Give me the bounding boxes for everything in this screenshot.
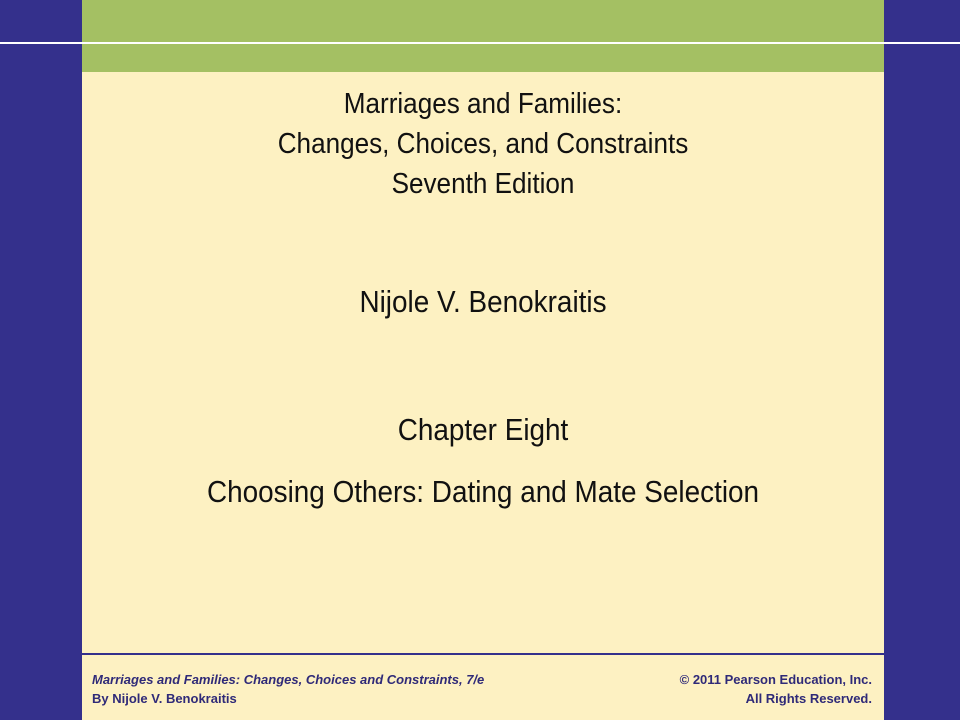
book-title	[122, 84, 844, 204]
header-band	[82, 0, 884, 72]
left-border	[0, 0, 82, 720]
footer-book-title: Marriages and Families: Changes, Choices and Constraints, 7/e	[92, 672, 485, 687]
footer-copyright: © 2011 Pearson Education, Inc.	[679, 672, 872, 687]
footer-right	[572, 670, 872, 708]
chapter-number: Chapter Eight	[397, 412, 569, 447]
right-border	[884, 0, 960, 720]
author-name: Nijole V. Benokraitis	[359, 284, 607, 319]
slide-footer	[82, 653, 884, 720]
footer-rights: All Rights Reserved.	[745, 691, 872, 706]
chapter-title: Choosing Others: Dating and Mate Selection	[206, 474, 760, 509]
title-line-1: Marriages and Families:	[343, 88, 623, 120]
slide-content	[82, 72, 884, 653]
footer-rule	[82, 653, 884, 655]
title-line-3: Seventh Edition	[391, 168, 575, 200]
top-rule	[0, 42, 960, 44]
title-line-2: Changes, Choices, and Constraints	[277, 128, 689, 160]
footer-byline: By Nijole V. Benokraitis	[92, 691, 237, 706]
footer-left	[92, 670, 512, 708]
